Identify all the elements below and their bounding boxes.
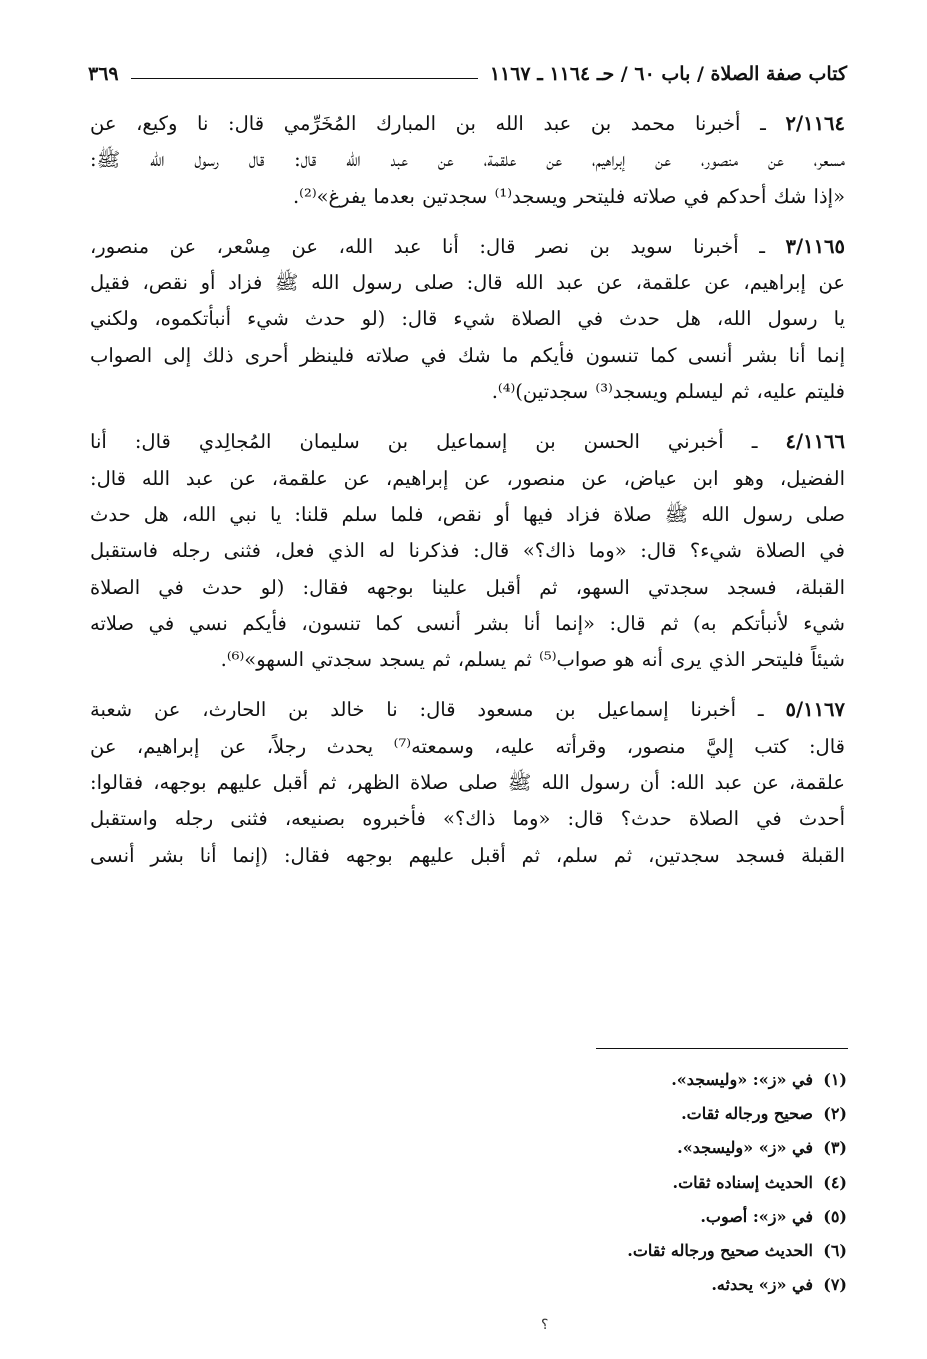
text-line: عن إبراهيم، عن علقمة، عن عبد الله قال: صلى رسول الله ﷺ فزاد أو نقص، فقيل [90,271,845,295]
footnote-separator [596,1048,848,1049]
footnote-number: (٣) [823,1138,847,1158]
footnote-item [247,1097,847,1131]
hadith-paragraph [90,106,845,215]
footnote-item [247,1268,847,1302]
running-header [88,56,847,92]
footnote-number: (٥) [823,1206,847,1226]
text-line: قال: كتب إليَّ منصور، وقرأته عليه، وسمعته⁽⁷⁾ يحدث رجلاً، عن إبراهيم، عن [90,734,845,758]
text-line: الفضيل، وهو ابن عياض، عن منصور، عن إبراهيم، عن علقمة، عن عبد الله قال: [90,466,845,490]
footnotes-list [247,1063,847,1302]
hadith-paragraph [90,692,845,873]
footnote-text: في «ز» «وليسجد». [677,1138,813,1158]
header-title: كتاب صفة الصلاة / باب ٦٠ / حـ ١١٦٤ ـ ١١٦٧ [489,63,847,85]
text-line: أحدث في الصلاة حدث؟ قال: «وما ذاك؟» فأخبروه بصنيعه، فثنى رجله واستقبل [90,807,845,831]
text-line: يا رسول الله، هل حدث في الصلاة شيء قال: (لو حدث شيء أنبأتكموه، ولكني [90,307,845,331]
hadith-number: ٣/١١٦٥ [785,234,845,258]
text-line: شيئاً فليتحر الذي يرى أنه هو صواب⁽⁵⁾ ثم يسلم، ثم يسجد سجدتي السهو»⁽⁶⁾. [220,648,845,672]
text-line: في الصلاة شيء؟ قال: «وما ذاك؟» قال: فذكرنا له الذي فعل، فثنى رجله فاستقبل [90,539,845,563]
footnote-text: في «ز»: أصوب. [700,1206,813,1226]
text-line [90,424,845,460]
footnote-text: في «ز»: «وليسجد». [671,1070,813,1089]
text-line [90,692,845,728]
bottom-mark: ؟ [541,1317,549,1333]
footnote-item [247,1131,847,1165]
footnote-item [247,1063,847,1097]
text-line: شيء لأنبأتكم به) ثم قال: «إنما أنا بشر أنسى كما تنسون، فأيكم نسي في صلاته [90,611,845,635]
hadith-number: ٢/١١٦٤ [785,112,845,135]
line-text: ـ أخبرنا سويد بن نصر قال: أنا عبد الله، عن مِسْعر، عن منصور، [90,234,765,258]
text-line [90,229,845,265]
hadith-paragraph [90,229,845,410]
hadith-paragraph [90,424,845,678]
hadith-number: ٤/١١٦٦ [785,430,845,454]
main-text [90,106,845,888]
footnote-number: (٤) [823,1172,847,1192]
footnote-item [247,1200,847,1234]
line-text: ـ أخبرني الحسن بن إسماعيل بن سليمان المُجالِدي قال: أنا [90,430,758,454]
text-line: علقمة، عن عبد الله: أن رسول الله ﷺ صلى صلاة الظهر، ثم أقبل عليهم بوجهه، فقالوا: [90,771,845,795]
footnote-number: (٧) [823,1275,847,1295]
footnote-text: الحديث إسناده ثقات. [672,1172,813,1192]
footnote-number: (١) [823,1070,847,1089]
text-line: فليتم عليه، ثم ليسلم ويسجد⁽³⁾ سجدتين)⁽⁴⁾. [491,380,845,404]
text-line: القبلة، فسجد سجدتي السهو، ثم أقبل علينا بوجهه فقال: (لو حدث في الصلاة [90,575,845,599]
header-rule [131,78,478,79]
footnote-text: الحديث صحيح ورجاله ثقات. [627,1241,813,1261]
text-line: صلى رسول الله ﷺ صلاة فزاد فيها أو نقص، فلما سلم قلنا: يا نبي الله، هل حدث [90,502,845,526]
text-line: إنما أنا بشر أنسى كما تنسون فأيكم ما شك في صلاته فلينظر أحرى ذلك إلى الصواب [90,343,845,367]
text-line: القبلة فسجد سجدتين، ثم سلم، ثم أقبل عليهم بوجهه فقال: (إنما أنا بشر أنسى [90,843,845,867]
footnote-number: (٢) [823,1104,847,1124]
footnote-item [247,1234,847,1268]
footnote-text: صحيح ورجاله ثقات. [681,1104,813,1124]
line-text: ـ أخبرنا محمد بن عبد الله بن المبارك المُخَرِّمي قال: نا وكيع، عن [90,112,766,135]
text-line: «إذا شك أحدكم في صلاته فليتحر ويسجد⁽¹⁾ سجدتين بعدما يفرغ»⁽²⁾. [292,184,845,208]
text-line: مسعر، عن منصور، عن إبراهيم، عن علقمة، عن عبد الله قال: قال رسول الله ﷺ: [90,148,845,172]
footnote-number: (٦) [823,1241,847,1261]
line-text: ـ أخبرنا إسماعيل بن مسعود قال: نا خالد بن الحارث، عن شعبة [90,698,764,722]
hadith-number: ٥/١١٦٧ [785,698,846,722]
text-line [90,106,845,142]
footnote-text: في «ز» يحدثه. [711,1275,813,1295]
page-number: ٣٦٩ [88,63,119,85]
footnote-item [247,1166,847,1200]
